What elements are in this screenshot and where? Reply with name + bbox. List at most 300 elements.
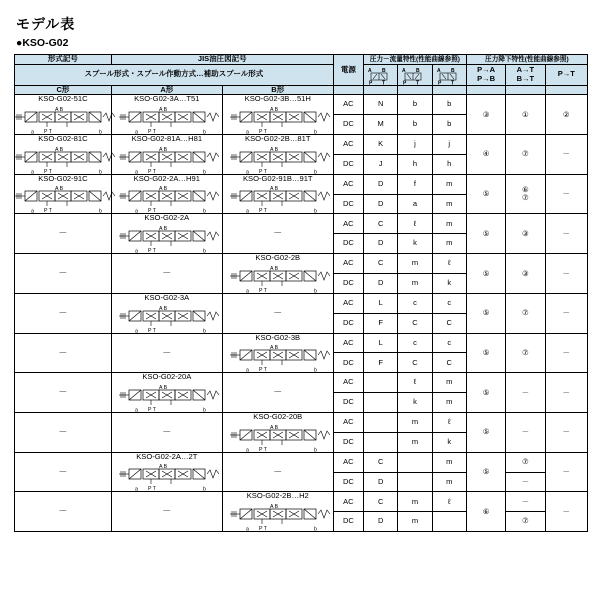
cell-drop-2 [506,134,545,174]
cell-power: DC [333,393,363,413]
cell-drop-1 [466,174,505,214]
cell-dash: － [162,268,172,279]
drop-value: － [562,268,571,278]
table-row [15,134,588,154]
cell-model-c [15,333,112,373]
drop-value: ⑤ [482,228,490,238]
cell-power: AC [333,254,363,274]
svg-text:P T: P T [147,168,156,174]
valve-symbol-icon [226,144,330,174]
drop-value: ⑤ [482,308,490,318]
model-code-label: KSO-G02-91B…91T [242,173,313,183]
svg-text:P T: P T [147,208,156,214]
cell-dash: － [58,228,68,239]
header-flow-sym-2 [398,64,432,85]
cell-flow-2: a [398,194,432,214]
header-model-code: 形式記号 [15,55,112,65]
valve-symbol-icon [226,501,330,531]
cell-flow-1: F [364,313,398,333]
model-code-label: KSO-G02-20A [142,372,192,382]
svg-text:T: T [416,80,420,85]
cell-flow-1: J [364,154,398,174]
valve-symbol-icon [115,461,219,491]
table-row [15,174,588,194]
cell-flow-3: m [432,393,466,413]
model-code-label: KSO-G02-2B…81T [245,133,311,143]
svg-text:T: T [382,80,386,85]
cell-power: AC [333,174,363,194]
cell-flow-1: C [364,254,398,274]
table-row [15,214,588,234]
cell-flow-2: k [398,393,432,413]
svg-text:P T: P T [258,128,267,134]
valve-symbol-icon [226,104,330,134]
cell-flow-2 [398,472,432,492]
svg-text:b: b [202,129,206,134]
drop-value: ③ [522,268,529,278]
cell-power: DC [333,115,363,135]
header-a-to-t-line1: A→T [516,65,535,74]
table-row [15,254,588,274]
drop-value: ⑤ [482,427,490,437]
cell-flow-2: m [398,273,432,293]
svg-text:a: a [134,486,138,492]
cell-model-b [222,134,333,174]
cell-power: AC [333,413,363,433]
svg-text:b: b [313,526,317,532]
svg-text:A B: A B [269,345,278,352]
svg-text:a: a [134,169,138,174]
svg-text:A B: A B [269,265,278,272]
cell-dash: － [58,466,68,477]
cell-drop-3 [545,373,587,413]
model-code-label: KSO-G02-2A [144,213,190,223]
cell-flow-2: c [398,333,432,353]
svg-text:B: B [416,67,420,74]
drop-value: ① [522,109,529,119]
header-drop-blank-2 [506,85,545,95]
drop-value: － [562,467,571,477]
cell-flow-2: ℓ [398,373,432,393]
cell-flow-3: b [432,95,466,115]
svg-text:b: b [313,288,317,293]
cell-flow-3: m [432,194,466,214]
svg-text:b: b [202,208,206,214]
cell-flow-2: f [398,174,432,194]
header-p-to-t: P→T [545,64,587,85]
cell-flow-3: m [432,234,466,254]
svg-text:A: A [402,67,406,74]
cell-model-c [15,492,112,532]
cell-flow-3: ℓ [432,492,466,512]
cell-flow-1 [364,393,398,413]
cell-dash: － [58,268,68,279]
cell-flow-2: j [398,134,432,154]
header-drop: 圧力降下特性(性能曲線参照) [466,55,587,65]
cell-model-a [111,373,222,413]
cell-drop-3 [545,492,587,532]
svg-text:P T: P T [258,526,267,532]
header-p-to-b-line2: P→B [477,73,496,83]
cell-flow-2: m [398,512,432,532]
svg-text:A B: A B [158,186,167,193]
cell-dash: － [58,427,68,438]
valve-symbol-icon [115,382,219,412]
cell-model-c [15,413,112,453]
cell-model-b [222,214,333,254]
svg-text:B: B [382,67,386,74]
cell-flow-3: ℓ [432,254,466,274]
cell-drop-2 [506,413,545,453]
drop-value: ⑥ [482,506,490,516]
drop-value: ⑦ [522,308,529,318]
drop-value: ⑤ [482,189,490,199]
cell-power: DC [333,512,363,532]
header-drop-blank-1 [466,85,505,95]
cell-flow-3: m [432,373,466,393]
drop-value: ⑦ [522,193,529,203]
svg-text:a: a [245,169,249,174]
cell-model-c [15,373,112,413]
svg-text:A B: A B [54,146,63,153]
cell-model-a [111,214,222,254]
page-title: モデル表 [16,16,76,32]
cell-flow-3: c [432,293,466,313]
header-flow-blank-1 [364,85,398,95]
svg-text:b: b [98,129,102,134]
page-subtitle: ●KSO-G02 [16,37,69,49]
valve-symbol-icon [11,144,115,174]
drop-value: ⑤ [482,387,490,397]
cell-power: AC [333,452,363,472]
drop-value: ⑦ [522,149,529,159]
cell-flow-3: C [432,353,466,373]
table-body [15,95,588,532]
cell-drop-2 [506,95,545,135]
svg-text:b: b [98,169,102,174]
cell-drop-3 [545,214,587,254]
svg-text:A B: A B [269,504,278,511]
cell-flow-1: C [364,214,398,234]
drop-value: ⑦ [522,347,529,357]
svg-text:P T: P T [43,208,52,214]
svg-text:A B: A B [158,106,167,113]
cell-model-b [222,293,333,333]
svg-text:b: b [313,367,317,373]
valve-symbol-icon [115,223,219,253]
cell-drop-3 [545,452,587,492]
cell-drop-1 [466,95,505,135]
drop-value: ③ [482,109,490,119]
cell-flow-1: C [364,492,398,512]
cell-flow-3: ℓ [432,413,466,433]
svg-text:P T: P T [147,248,156,254]
cell-drop-3 [545,293,587,333]
cell-power: AC [333,293,363,313]
cell-drop-2 [506,373,545,413]
svg-text:A: A [436,67,441,74]
cell-flow-3: m [432,472,466,492]
drop-value: － [562,506,571,516]
valve-symbol-icon [115,303,219,333]
cell-flow-1: D [364,194,398,214]
svg-text:a: a [30,208,34,214]
svg-text:P T: P T [258,208,267,214]
cell-power: AC [333,214,363,234]
model-code-label: KSO-G02-2A…H91 [133,173,200,183]
model-table [14,54,588,532]
cell-flow-1: M [364,115,398,135]
svg-text:P T: P T [43,128,52,134]
cell-model-a [111,452,222,492]
cell-drop-2 [506,214,545,254]
cell-drop-3 [545,254,587,294]
svg-text:A B: A B [158,385,167,391]
cell-flow-2: C [398,313,432,333]
table-header-row-2 [15,64,588,85]
header-a-type: A形 [111,85,222,95]
cell-dash: － [58,347,68,358]
svg-text:P T: P T [147,128,156,134]
svg-text:P T: P T [258,446,267,452]
svg-text:P: P [437,80,441,85]
drop-value: ③ [522,228,529,238]
cell-flow-2: h [398,154,432,174]
header-b-to-t-line2: B→T [516,73,535,83]
model-code-label: KSO-G02-3A [144,292,190,302]
valve-symbol-icon [115,183,219,213]
cell-flow-3: C [432,313,466,333]
cell-drop-3 [545,95,587,135]
cell-flow-3: j [432,134,466,154]
cell-drop-2 [506,333,545,373]
model-code-label: KSO-G02-2B [255,253,301,263]
cell-dash: － [162,506,172,517]
drop-value: － [521,427,530,437]
header-b-type: B形 [222,85,333,95]
header-flow-blank-2 [398,85,432,95]
cell-flow-3: k [432,432,466,452]
drop-value: ⑤ [482,268,490,278]
svg-text:A B: A B [158,226,167,233]
cell-flow-3: c [432,333,466,353]
cell-model-a [111,333,222,373]
table-row [15,293,588,313]
drop-value: ⑤ [482,347,490,357]
model-code-label: KSO-G02-81C [38,133,88,143]
svg-text:b: b [313,169,317,174]
cell-flow-2: m [398,492,432,512]
cell-power: AC [333,95,363,115]
header-flow-blank-3 [432,85,466,95]
drop-value: － [562,347,571,357]
cell-drop-2 [506,254,545,294]
cell-model-a [111,95,222,135]
header-drop-blank-3 [545,85,587,95]
header-flow: 圧力－流量特性(性能曲線参照) [364,55,467,65]
cell-drop-1 [466,413,505,453]
valve-symbol-icon [226,422,330,452]
cell-drop-3 [545,413,587,453]
cell-flow-2: C [398,353,432,373]
cell-flow-1: K [364,134,398,154]
cell-dash: － [273,228,283,239]
header-jis-symbol: JIS油圧図記号 [111,55,333,65]
table-row [15,492,588,512]
drop-value: ⑥ [522,185,529,195]
cell-power: DC [333,313,363,333]
cell-model-b [222,373,333,413]
svg-text:P T: P T [147,486,156,492]
drop-value: ② [562,109,570,119]
svg-text:P T: P T [258,367,267,373]
cell-flow-1: D [364,512,398,532]
cell-power: AC [333,134,363,154]
cell-model-b [222,492,333,532]
cell-power: AC [333,373,363,393]
svg-text:a: a [134,407,138,412]
valve-symbol-icon [115,104,219,134]
svg-text:a: a [245,288,249,293]
cell-dash: － [273,307,283,318]
cell-flow-2: k [398,234,432,254]
cell-flow-3 [432,512,466,532]
svg-text:a: a [245,367,249,373]
cell-model-b [222,333,333,373]
svg-text:a: a [30,169,34,174]
cell-drop-2: － [506,472,545,492]
cell-model-c [15,293,112,333]
header-power: 電源 [333,55,363,86]
cell-flow-3: m [432,214,466,234]
valve-symbol-icon [226,183,330,213]
cell-model-c [15,214,112,254]
cell-dash: － [162,347,172,358]
svg-text:b: b [313,447,317,452]
cell-model-b [222,174,333,214]
cell-drop-1 [466,254,505,294]
model-code-label: KSO-G02-3B [255,332,301,342]
model-code-label: KSO-G02-2B…H2 [246,491,309,501]
cell-flow-2: ℓ [398,214,432,234]
drop-value: ④ [482,149,490,159]
cell-drop-1 [466,373,505,413]
flow-symbol-icon-1 [364,65,394,85]
drop-value: － [562,149,571,159]
svg-text:A: A [368,67,372,74]
cell-power: DC [333,154,363,174]
model-code-label: KSO-G02-91C [38,173,88,183]
header-flow-sym-1 [364,64,398,85]
cell-flow-1: D [364,472,398,492]
cell-dash: － [58,387,68,398]
valve-symbol-icon [11,183,115,213]
model-code-label: KSO-G02-3A…T51 [134,94,200,104]
svg-text:P: P [369,80,373,85]
svg-text:a: a [134,248,138,254]
cell-flow-1 [364,373,398,393]
cell-flow-1: L [364,333,398,353]
cell-flow-1 [364,413,398,433]
cell-model-b [222,95,333,135]
svg-text:A B: A B [269,146,278,153]
cell-flow-2: c [398,293,432,313]
svg-text:a: a [134,208,138,214]
svg-text:P: P [403,80,407,85]
table-header-row-1 [15,55,588,65]
cell-model-b [222,254,333,294]
cell-model-c [15,254,112,294]
cell-power: DC [333,472,363,492]
cell-flow-2: m [398,432,432,452]
svg-text:A B: A B [158,146,167,153]
cell-flow-1 [364,432,398,452]
cell-power: DC [333,273,363,293]
svg-text:a: a [245,208,249,214]
svg-text:P T: P T [258,287,267,293]
svg-text:b: b [313,208,317,214]
cell-flow-1: F [364,353,398,373]
svg-text:A B: A B [158,464,167,471]
cell-power: DC [333,234,363,254]
cell-flow-2: b [398,115,432,135]
header-power-blank [333,85,363,95]
svg-text:b: b [202,407,206,412]
drop-value: － [562,308,571,318]
table-row [15,95,588,115]
cell-drop-3 [545,333,587,373]
svg-text:T: T [450,80,454,85]
valve-symbol-icon [226,263,330,293]
drop-value: ⑤ [482,467,490,477]
svg-text:a: a [245,526,249,532]
drop-value: － [562,228,571,238]
model-code-label: KSO-G02-51C [38,94,88,104]
cell-drop-2 [506,174,545,214]
cell-flow-1: L [364,293,398,313]
svg-text:b: b [202,248,206,254]
svg-text:a: a [245,447,249,452]
cell-flow-3: m [432,452,466,472]
valve-symbol-icon [11,104,115,134]
header-p-to-a-line1: P→A [477,65,496,74]
svg-text:b: b [202,169,206,174]
cell-flow-3: m [432,174,466,194]
cell-flow-1: C [364,452,398,472]
valve-symbol-icon [115,144,219,174]
header-flow-sym-3 [432,64,466,85]
cell-flow-3: k [432,273,466,293]
valve-symbol-icon [226,342,330,372]
flow-symbol-icon-3 [433,65,463,85]
header-a-to-t [506,64,545,85]
cell-flow-3: b [432,115,466,135]
cell-flow-1: D [364,273,398,293]
table-row [15,452,588,472]
cell-power: AC [333,492,363,512]
cell-model-b [222,413,333,453]
drop-value: － [562,427,571,437]
cell-model-c [15,134,112,174]
cell-drop-3 [545,134,587,174]
cell-power: DC [333,432,363,452]
cell-drop-2: － [506,492,545,512]
cell-dash: － [162,427,172,438]
cell-drop-1 [466,214,505,254]
cell-flow-2 [398,452,432,472]
svg-text:a: a [245,129,249,134]
svg-text:A B: A B [269,186,278,193]
